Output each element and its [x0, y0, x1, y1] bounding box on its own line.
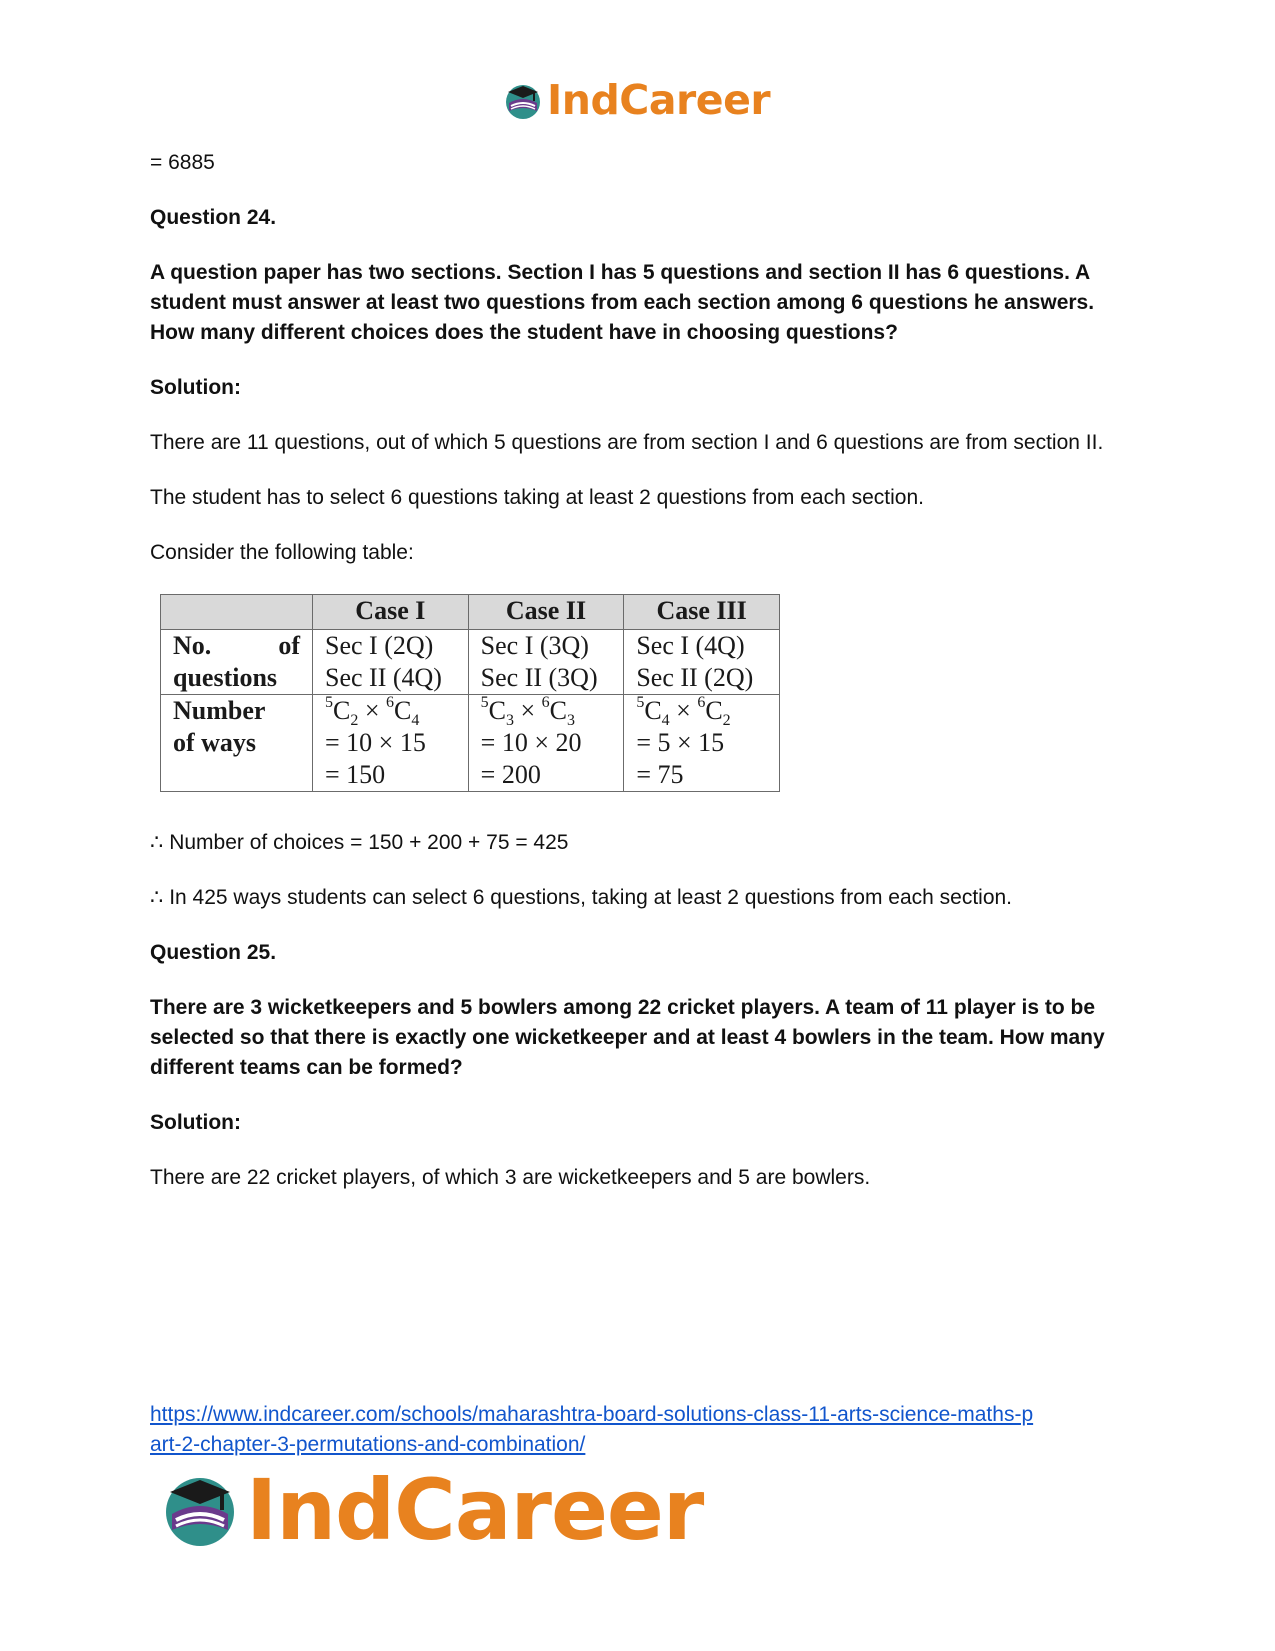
table-cell	[468, 695, 624, 792]
row-label-part: Number	[173, 696, 266, 725]
cell-line: = 5 × 15	[636, 728, 725, 757]
cases-table-wrapper	[160, 594, 780, 792]
footer-logo	[160, 1461, 704, 1559]
row-label-ways	[161, 695, 313, 792]
solution-24-label: Solution:	[150, 376, 241, 399]
table-header-case-3: Case III	[624, 595, 780, 630]
cell-line: Sec I (2Q)	[325, 631, 434, 660]
question-24-title: Question 24.	[150, 206, 277, 229]
row-label-part: questions	[173, 663, 278, 692]
row-label-part: No.	[173, 631, 212, 660]
result-24-line-1: ∴ Number of choices = 150 + 200 + 75 = 425	[150, 831, 569, 854]
graduation-book-icon	[160, 1470, 240, 1550]
logo-wordmark: IndCareer	[246, 1461, 704, 1559]
cell-line: Sec II (2Q)	[636, 663, 754, 692]
source-link-line-2: art-2-chapter-3-permutations-and-combination/	[150, 1433, 586, 1456]
cell-line: Sec I (3Q)	[480, 631, 589, 660]
combination-formula: $^5C_4 \times ^6C_2$	[636, 694, 731, 730]
cell-line: = 200	[480, 760, 541, 789]
result-24-line-2: ∴ In 425 ways students can select 6 questions, taking at least 2 questions from each section.	[150, 886, 1013, 909]
table-cell	[313, 695, 469, 792]
table-header-case-1: Case I	[313, 595, 469, 630]
solution-25-para-1: There are 22 cricket players, of which 3 are wicketkeepers and 5 are bowlers.	[150, 1166, 871, 1189]
row-label-part: of	[278, 631, 300, 660]
cell-line: Sec II (4Q)	[325, 663, 442, 692]
cell-line: = 150	[325, 760, 386, 789]
question-25-title: Question 25.	[150, 941, 277, 964]
solution-24-para-1: There are 11 questions, out of which 5 questions are from section I and 6 questions are from section II.	[150, 431, 1104, 454]
table-cell	[624, 695, 780, 792]
table-cell	[624, 630, 780, 695]
header-logo	[503, 76, 771, 124]
cases-table	[160, 594, 780, 792]
source-link-line-1: https://www.indcareer.com/schools/maharashtra-board-solutions-class-11-arts-science-maths-p	[150, 1403, 1034, 1426]
source-link-block	[150, 1400, 1130, 1460]
cell-line: = 75	[636, 760, 684, 789]
cell-line: Sec I (4Q)	[636, 631, 745, 660]
solution-25-label: Solution:	[150, 1111, 241, 1134]
question-25-text: There are 3 wicketkeepers and 5 bowlers among 22 cricket players. A team of 11 player is to be selected so that there is exactly one wicketkeeper and at least 4 bowlers in the team. How many different teams can be formed?	[150, 996, 1105, 1079]
cell-line: = 10 × 20	[480, 728, 582, 757]
document-body	[150, 148, 1130, 1193]
table-cell	[313, 630, 469, 695]
source-link[interactable]	[150, 1403, 1033, 1456]
solution-24-para-3: Consider the following table:	[150, 541, 414, 564]
row-label-questions	[161, 630, 313, 695]
cell-line: = 10 × 15	[325, 728, 426, 757]
table-row	[161, 630, 780, 695]
combination-formula: $^5C_3 \times ^6C_3$	[480, 694, 576, 730]
combination-formula: $^5C_2 \times ^6C_4$	[325, 694, 420, 730]
solution-24-para-2: The student has to select 6 questions taking at least 2 questions from each section.	[150, 486, 924, 509]
logo-wordmark: IndCareer	[547, 76, 771, 124]
cell-line: Sec II (3Q)	[480, 663, 598, 692]
table-row	[161, 695, 780, 792]
row-label-part: of ways	[173, 728, 257, 757]
table-header-row	[161, 595, 780, 630]
table-header-case-2: Case II	[468, 595, 624, 630]
graduation-book-icon	[503, 81, 543, 121]
question-24-text: A question paper has two sections. Section I has 5 questions and section II has 6 questions. A student must answer at least two questions from each section among 6 questions he answers. How many different choices does the student have in choosing questions?	[150, 261, 1095, 344]
intro-line: = 6885	[150, 151, 215, 174]
table-cell	[468, 630, 624, 695]
table-corner-cell	[161, 595, 313, 630]
